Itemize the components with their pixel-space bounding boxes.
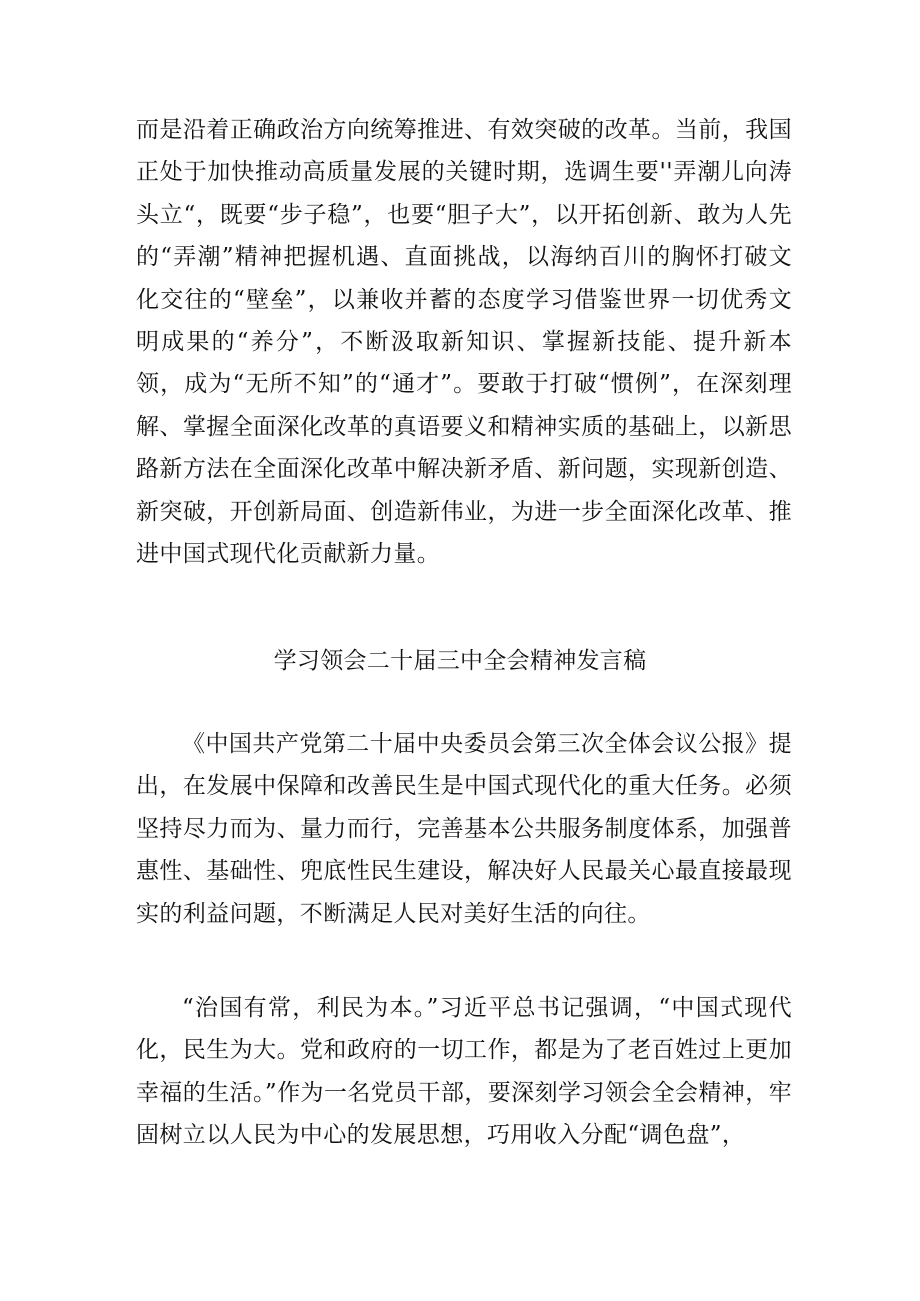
section-heading: 学习领会二十届三中全会精神发言稿 (273, 648, 647, 674)
body-paragraph: 《中国共产党第二十届中央委员会第三次全体会议公报》提出，在发展中保障和改善民生是中国式现代化的重大任务。必须坚持尽力而为、量力而行，完善基本公共服务制度体系，加强普惠性、基础性、兜底性民生建设，解决好人民最关心最直接最现实的利益问题，不断满足人民对美好生活的向往。 (136, 731, 792, 927)
body-paragraph-continued: 而是沿着正确政治方向统筹推进、有效突破的改革。当前，我国正处于加快推动高质量发展的关键时期，选调生要''弄潮儿向涛头立“，既要“步子稳”，也要“胆子大”，以开拓创新、敢为人先的“弄潮”精神把握机遇、直面挑战，以海纳百川的胸怀打破文化交往的“壁垒”，以兼收并蓄的态度学习借鉴世界一切优秀文明成果的“养分”，不断汲取新知识、掌握新技能、提升新本领，成为“无所不知”的“通才”。要敢于打破“惯例”，在深刻理解、掌握全面深化改革的真语要义和精神实质的基础上，以新思路新方法在全面深化改革中解决新矛盾、新问题，实现新创造、新突破，开创新局面、创造新伟业，为进一步全面深化改革、推进中国式现代化贡献新力量。 (136, 117, 792, 568)
body-paragraph: “治国有常，利民为本。”习近平总书记强调，“中国式现代化，民生为大。党和政府的一切工作，都是为了老百姓过上更加幸福的生活。”作为一名党员干部，要深刻学习领会全会精神，牢固树立以人民为中心的发展思想，巧用收入分配“调色盘”， (136, 995, 792, 1149)
